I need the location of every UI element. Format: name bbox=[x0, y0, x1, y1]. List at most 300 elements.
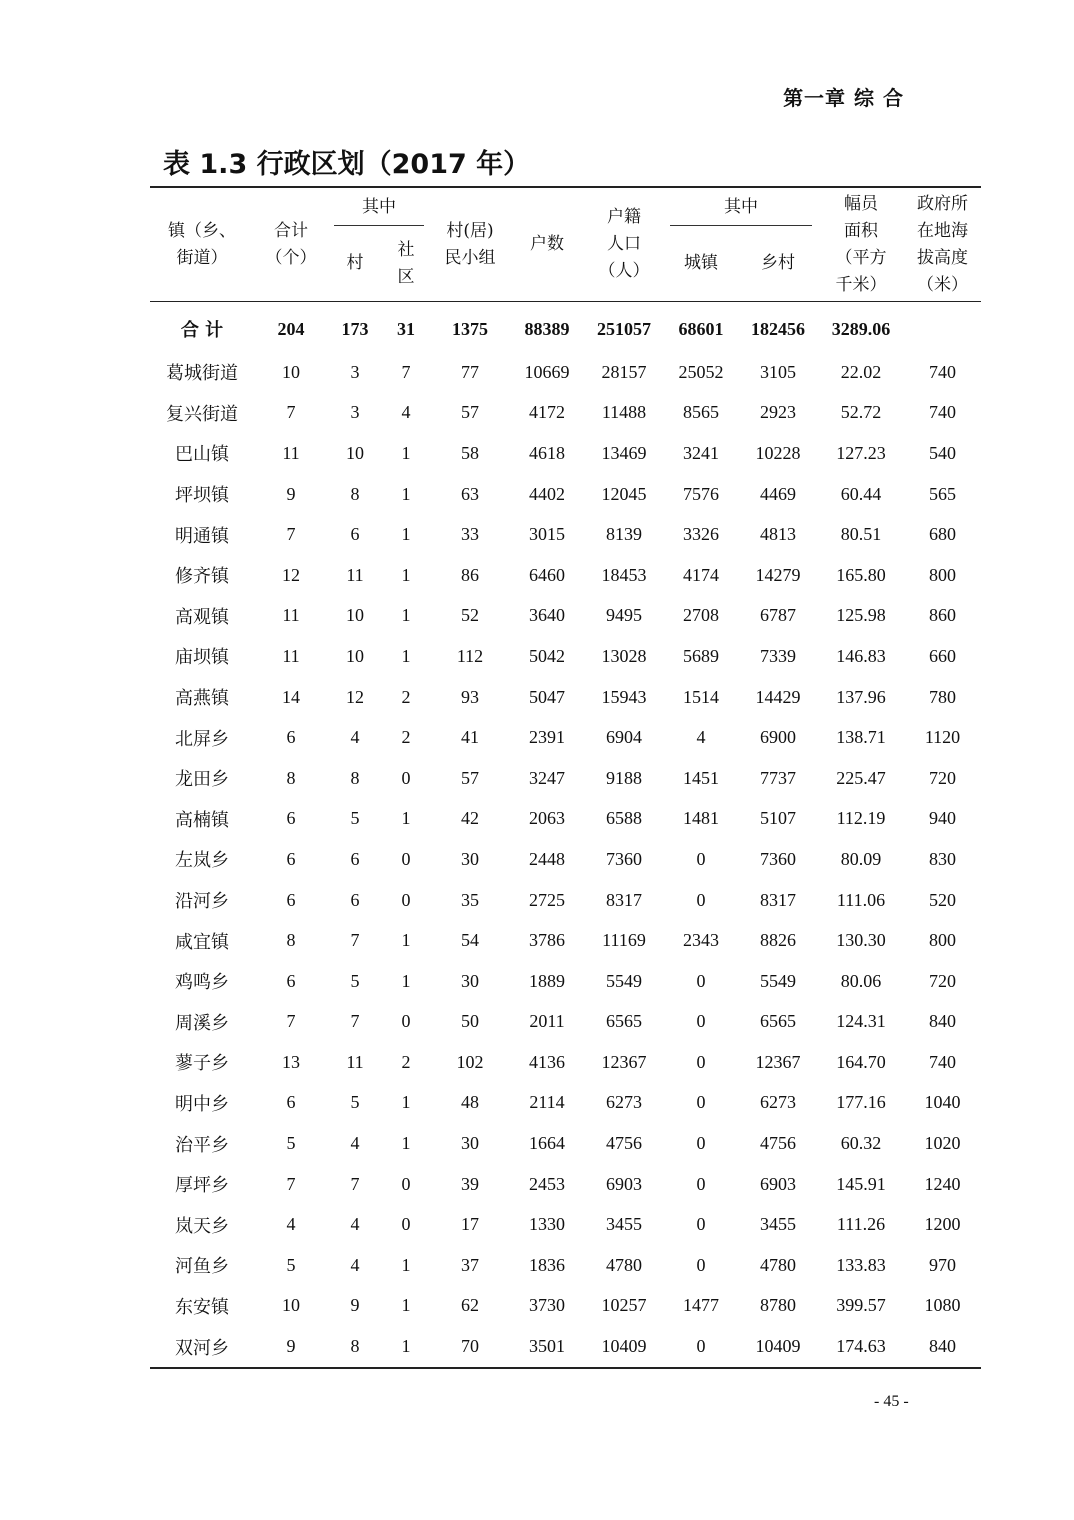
table-cell: 9 bbox=[350, 1295, 360, 1316]
table-cell: 10409 bbox=[584, 1326, 664, 1368]
table-cell: 1040 bbox=[924, 1092, 961, 1113]
table-cell: 720 bbox=[929, 970, 956, 991]
town-name-cell: 咸宜镇 bbox=[175, 931, 229, 953]
table-row bbox=[150, 636, 981, 677]
table-body bbox=[150, 302, 981, 1368]
table-cell: 2923 bbox=[760, 402, 796, 423]
table-cell: 146.83 bbox=[836, 645, 886, 666]
table-cell: 11 bbox=[282, 605, 300, 626]
town-name-cell: 鸡鸣乡 bbox=[175, 972, 229, 994]
table-cell: 4469 bbox=[760, 483, 796, 504]
table-cell: 138.71 bbox=[836, 727, 886, 748]
table-cell: 0 bbox=[696, 889, 706, 910]
header-village: 村 bbox=[328, 226, 382, 302]
table-cell: 57 bbox=[461, 402, 479, 423]
table-cell: 58 bbox=[461, 442, 479, 463]
total-cell: 204 bbox=[277, 318, 305, 339]
header-population-line: 人口 bbox=[607, 234, 641, 254]
table-cell: 7360 bbox=[760, 848, 796, 869]
table-cell: 2725 bbox=[529, 889, 565, 910]
table-cell: 25052 bbox=[678, 361, 724, 382]
table-cell: 0 bbox=[696, 1173, 706, 1194]
table-cell: 13 bbox=[282, 1051, 300, 1072]
header-area bbox=[818, 187, 904, 302]
table-cell: 7576 bbox=[683, 483, 719, 504]
table-cell: 3501 bbox=[510, 1326, 584, 1368]
table-cell: 5689 bbox=[683, 645, 719, 666]
table-row bbox=[150, 1002, 981, 1043]
table-cell: 6273 bbox=[760, 1092, 796, 1113]
table-cell: 111.26 bbox=[836, 1214, 886, 1235]
table-cell: 112.19 bbox=[836, 808, 886, 829]
table-cell: 86 bbox=[461, 564, 479, 585]
table-cell: 8 bbox=[286, 930, 296, 951]
table-cell: 8 bbox=[350, 483, 360, 504]
table-cell: 6 bbox=[286, 889, 296, 910]
table-cell: 1 bbox=[401, 605, 411, 626]
table-cell: 7 bbox=[350, 930, 360, 951]
table-cell: 8 bbox=[328, 1326, 382, 1368]
table-row bbox=[150, 1326, 981, 1368]
table-cell: 8826 bbox=[760, 930, 796, 951]
table-cell: 127.23 bbox=[836, 442, 886, 463]
table-cell: 3730 bbox=[529, 1295, 565, 1316]
table-cell: 7 bbox=[350, 1011, 360, 1032]
table-cell: 1330 bbox=[529, 1214, 565, 1235]
town-name-cell: 修齐镇 bbox=[175, 566, 229, 588]
table-cell: 124.31 bbox=[836, 1011, 886, 1032]
table-cell: 30 bbox=[461, 970, 479, 991]
table-cell: 177.16 bbox=[836, 1092, 886, 1113]
table-cell: 3455 bbox=[760, 1214, 796, 1235]
table-cell: 0 bbox=[401, 1214, 411, 1235]
table-cell: 6903 bbox=[760, 1173, 796, 1194]
table-cell: 8317 bbox=[606, 889, 642, 910]
table-cell: 112 bbox=[456, 645, 484, 666]
table-cell: 15943 bbox=[601, 686, 647, 707]
table-row bbox=[150, 393, 981, 434]
header-area-line: 面积 bbox=[844, 220, 878, 241]
table-cell: 12367 bbox=[601, 1051, 647, 1072]
table-cell: 48 bbox=[461, 1092, 479, 1113]
table-cell: 3455 bbox=[606, 1214, 642, 1235]
table-cell: 4 bbox=[696, 727, 706, 748]
town-name-cell: 复兴街道 bbox=[166, 403, 238, 425]
table-cell: 1889 bbox=[529, 970, 565, 991]
table-cell: 3105 bbox=[760, 361, 796, 382]
total-cell: 251057 bbox=[597, 318, 651, 339]
total-cell: 173 bbox=[341, 318, 369, 339]
table-cell: 3015 bbox=[529, 524, 565, 545]
table-cell: 6565 bbox=[760, 1011, 796, 1032]
town-name-cell: 巴山镇 bbox=[175, 444, 229, 466]
table-cell: 2391 bbox=[529, 727, 565, 748]
table-cell: 1120 bbox=[924, 727, 961, 748]
table-cell: 4618 bbox=[529, 442, 565, 463]
table-cell: 13028 bbox=[601, 645, 647, 666]
table-cell: 130.30 bbox=[836, 930, 886, 951]
table-cell: 5549 bbox=[606, 970, 642, 991]
table-cell: 14 bbox=[282, 686, 300, 707]
table-cell: 7 bbox=[286, 402, 296, 423]
town-name-cell: 东安镇 bbox=[175, 1296, 229, 1318]
header-altitude-line: 在地海 bbox=[917, 220, 968, 241]
table-cell: 840 bbox=[929, 1011, 956, 1032]
table-cell: 0 bbox=[696, 1254, 706, 1275]
table-cell: 10 bbox=[282, 1295, 300, 1316]
table-cell: 4813 bbox=[760, 524, 796, 545]
table-cell: 3 bbox=[350, 402, 360, 423]
table-cell: 7339 bbox=[760, 645, 796, 666]
table-cell: 9495 bbox=[606, 605, 642, 626]
table-cell: 0 bbox=[401, 767, 411, 788]
table-cell: 2 bbox=[401, 727, 411, 748]
town-name-cell: 龙田乡 bbox=[175, 769, 229, 791]
table-cell: 5 bbox=[286, 1133, 296, 1154]
total-cell: 1375 bbox=[452, 318, 488, 339]
table-cell: 1200 bbox=[924, 1214, 961, 1235]
table-cell: 6 bbox=[286, 1092, 296, 1113]
town-name-cell: 高楠镇 bbox=[175, 809, 229, 831]
table-cell: 13469 bbox=[601, 442, 647, 463]
table-cell: 28157 bbox=[601, 361, 647, 382]
header-community-line: 区 bbox=[397, 266, 415, 287]
page-number: - 45 - bbox=[874, 1393, 909, 1410]
table-cell: 80.06 bbox=[840, 970, 882, 991]
table-cell: 860 bbox=[929, 605, 956, 626]
table-cell: 1240 bbox=[924, 1173, 961, 1194]
table-cell: 1 bbox=[401, 645, 411, 666]
table-cell: 1514 bbox=[683, 686, 719, 707]
table-cell: 6904 bbox=[606, 727, 642, 748]
table-cell: 6588 bbox=[606, 808, 642, 829]
table-cell: 41 bbox=[461, 727, 479, 748]
table-cell: 145.91 bbox=[836, 1173, 886, 1194]
table-cell: 1 bbox=[401, 1133, 411, 1154]
table-cell: 7737 bbox=[760, 767, 796, 788]
table-cell: 6903 bbox=[606, 1173, 642, 1194]
table-row bbox=[150, 758, 981, 799]
total-cell: 68601 bbox=[678, 318, 724, 339]
table-row bbox=[150, 1204, 981, 1245]
header-population-line: （人） bbox=[598, 261, 650, 281]
table-cell: 60.32 bbox=[840, 1133, 882, 1154]
chapter-heading: 第一章 综 合 bbox=[783, 86, 904, 110]
table-cell: 0 bbox=[696, 1011, 706, 1032]
table-cell: 17 bbox=[461, 1214, 479, 1235]
table-cell: 60.44 bbox=[840, 483, 882, 504]
table-cell: 3241 bbox=[683, 442, 719, 463]
header-area-line: 千米） bbox=[835, 274, 887, 295]
table-cell: 1836 bbox=[529, 1254, 565, 1275]
table-row bbox=[150, 1286, 981, 1327]
table-cell: 2114 bbox=[529, 1092, 565, 1113]
table-cell: 4756 bbox=[606, 1133, 642, 1154]
table-cell: 680 bbox=[929, 524, 956, 545]
table-cell: 30 bbox=[461, 1133, 479, 1154]
table-cell: 4172 bbox=[529, 402, 565, 423]
table-cell: 3640 bbox=[529, 605, 565, 626]
table-cell: 10228 bbox=[755, 442, 801, 463]
table-cell: 5 bbox=[350, 808, 360, 829]
table-cell: 6460 bbox=[529, 564, 565, 585]
header-of-which-1: 其中 bbox=[328, 187, 430, 226]
table-cell: 1 bbox=[401, 1254, 411, 1275]
table-cell: 6900 bbox=[760, 727, 796, 748]
table-cell: 5042 bbox=[529, 645, 565, 666]
table-cell: 940 bbox=[929, 808, 956, 829]
table-title: 表 1.3 行政区划（2017 年） bbox=[163, 149, 531, 180]
table-cell: 12045 bbox=[601, 483, 647, 504]
table-cell: 2011 bbox=[529, 1011, 565, 1032]
town-name-cell: 治平乡 bbox=[175, 1134, 229, 1156]
table-cell: 0 bbox=[401, 1011, 411, 1032]
town-name-cell: 高观镇 bbox=[175, 606, 229, 628]
table-cell: 740 bbox=[929, 361, 956, 382]
table-cell: 1 bbox=[401, 808, 411, 829]
table-row bbox=[150, 717, 981, 758]
table-cell: 0 bbox=[696, 1092, 706, 1113]
table-cell: 125.98 bbox=[836, 605, 886, 626]
table-cell: 5107 bbox=[760, 808, 796, 829]
header-area-line: 幅员 bbox=[844, 193, 878, 214]
table-cell: 42 bbox=[461, 808, 479, 829]
table-cell: 4402 bbox=[529, 483, 565, 504]
header-altitude bbox=[904, 187, 981, 302]
table-cell: 70 bbox=[430, 1326, 510, 1368]
table-cell: 10 bbox=[346, 442, 364, 463]
table-cell: 102 bbox=[456, 1051, 484, 1072]
table-cell: 7 bbox=[401, 361, 411, 382]
table-cell: 7360 bbox=[606, 848, 642, 869]
total-cell: 31 bbox=[397, 318, 415, 339]
table-cell: 1451 bbox=[683, 767, 719, 788]
header-area-line: （平方 bbox=[835, 247, 887, 268]
table-cell: 6 bbox=[350, 848, 360, 869]
town-name-cell: 明中乡 bbox=[175, 1093, 229, 1115]
table-row bbox=[150, 1164, 981, 1205]
table-cell: 30 bbox=[461, 848, 479, 869]
total-row bbox=[150, 302, 981, 353]
header-population-line: 户籍 bbox=[607, 207, 641, 227]
table-cell: 9188 bbox=[606, 767, 642, 788]
total-cell: 88389 bbox=[524, 318, 570, 339]
table-cell: 3786 bbox=[529, 930, 565, 951]
header-community bbox=[382, 226, 430, 302]
table-row bbox=[150, 880, 981, 921]
total-cell: 3289.06 bbox=[831, 318, 891, 339]
table-cell: 0 bbox=[696, 1051, 706, 1072]
table-cell: 2 bbox=[401, 1051, 411, 1072]
table-cell: 4 bbox=[350, 1214, 360, 1235]
town-name-cell: 河鱼乡 bbox=[175, 1256, 229, 1278]
table-cell: 2453 bbox=[529, 1173, 565, 1194]
table-cell: 8 bbox=[350, 767, 360, 788]
table-cell: 1 bbox=[401, 483, 411, 504]
table-cell: 39 bbox=[461, 1173, 479, 1194]
table-cell: 52 bbox=[461, 605, 479, 626]
table-cell: 35 bbox=[461, 889, 479, 910]
table-row bbox=[150, 1123, 981, 1164]
table-cell: 77 bbox=[461, 361, 479, 382]
table-cell: 0 bbox=[696, 970, 706, 991]
table-cell: 18453 bbox=[601, 564, 647, 585]
table-cell: 5549 bbox=[760, 970, 796, 991]
total-cell bbox=[904, 302, 981, 353]
table-cell: 7 bbox=[350, 1173, 360, 1194]
table-cell: 4780 bbox=[760, 1254, 796, 1275]
town-name-cell: 左岚乡 bbox=[175, 850, 229, 872]
table-cell: 660 bbox=[929, 645, 956, 666]
table-row bbox=[150, 920, 981, 961]
table-cell: 12367 bbox=[755, 1051, 801, 1072]
header-households: 户数 bbox=[510, 187, 584, 302]
table-cell: 93 bbox=[461, 686, 479, 707]
table-cell: 1 bbox=[401, 930, 411, 951]
table-cell: 830 bbox=[929, 848, 956, 869]
table-cell: 11 bbox=[346, 564, 364, 585]
table-cell: 3326 bbox=[683, 524, 719, 545]
header-rural: 乡村 bbox=[738, 226, 818, 302]
table-cell: 11 bbox=[346, 1051, 364, 1072]
table-cell: 1 bbox=[401, 564, 411, 585]
table-cell: 52.72 bbox=[840, 402, 882, 423]
table-cell: 10 bbox=[346, 605, 364, 626]
table-cell: 33 bbox=[461, 524, 479, 545]
town-name-cell: 沿河乡 bbox=[175, 891, 229, 913]
table-row bbox=[150, 1083, 981, 1124]
table-cell: 2343 bbox=[683, 930, 719, 951]
table-cell: 740 bbox=[929, 1051, 956, 1072]
town-name-cell: 葛城街道 bbox=[166, 363, 238, 385]
table-cell: 8317 bbox=[760, 889, 796, 910]
table-cell: 2708 bbox=[683, 605, 719, 626]
table-cell: 22.02 bbox=[840, 361, 882, 382]
table-cell: 2063 bbox=[529, 808, 565, 829]
table-row bbox=[150, 1245, 981, 1286]
town-name-cell: 蓼子乡 bbox=[175, 1053, 229, 1075]
table-cell: 520 bbox=[929, 889, 956, 910]
table-cell: 970 bbox=[929, 1254, 956, 1275]
header-town bbox=[150, 187, 254, 302]
header-population bbox=[584, 187, 664, 302]
table-cell: 133.83 bbox=[836, 1254, 886, 1275]
header-total-line: （个） bbox=[265, 247, 317, 268]
header-urban: 城镇 bbox=[664, 226, 738, 302]
table-cell: 0 bbox=[401, 889, 411, 910]
table-row bbox=[150, 1042, 981, 1083]
table-cell: 164.70 bbox=[836, 1051, 886, 1072]
header-altitude-line: 政府所 bbox=[917, 193, 968, 214]
table-cell: 6 bbox=[350, 524, 360, 545]
table-cell: 1 bbox=[382, 1326, 430, 1368]
table-cell: 6565 bbox=[606, 1011, 642, 1032]
table-cell: 62 bbox=[461, 1295, 479, 1316]
town-name-cell: 周溪乡 bbox=[175, 1012, 229, 1034]
table-cell: 0 bbox=[696, 1214, 706, 1235]
table-cell: 12 bbox=[282, 564, 300, 585]
table-cell: 3 bbox=[350, 361, 360, 382]
header-groups-line: 民小组 bbox=[444, 247, 496, 268]
table-cell: 5 bbox=[350, 970, 360, 991]
table-row bbox=[150, 596, 981, 637]
header-of-which-2: 其中 bbox=[664, 187, 818, 226]
town-name-cell: 双河乡 bbox=[150, 1326, 254, 1368]
table-cell: 840 bbox=[904, 1326, 981, 1368]
table-cell: 14429 bbox=[755, 686, 801, 707]
table-cell: 780 bbox=[929, 686, 956, 707]
header-town-line: 镇（乡、 bbox=[168, 220, 236, 241]
table-cell: 37 bbox=[461, 1254, 479, 1275]
table-cell: 1 bbox=[401, 442, 411, 463]
table-cell: 2448 bbox=[529, 848, 565, 869]
table-cell: 800 bbox=[929, 930, 956, 951]
header-groups bbox=[430, 187, 510, 302]
table-cell: 57 bbox=[461, 767, 479, 788]
header-community-line: 社 bbox=[397, 239, 415, 260]
table-cell: 1020 bbox=[924, 1133, 961, 1154]
table-cell: 11 bbox=[282, 442, 300, 463]
table-cell: 7 bbox=[286, 1011, 296, 1032]
header-total-line: 合计 bbox=[274, 220, 308, 241]
table-cell: 6 bbox=[286, 727, 296, 748]
table-cell: 1 bbox=[401, 1092, 411, 1113]
table-cell: 399.57 bbox=[836, 1295, 886, 1316]
total-label: 合 计 bbox=[180, 320, 224, 341]
table-row bbox=[150, 474, 981, 515]
header-altitude-line: （米） bbox=[917, 274, 968, 295]
table-cell: 50 bbox=[461, 1011, 479, 1032]
table-cell: 740 bbox=[929, 402, 956, 423]
table-cell: 4 bbox=[350, 1254, 360, 1275]
table-cell: 4 bbox=[286, 1214, 296, 1235]
table-cell: 6 bbox=[286, 808, 296, 829]
table-cell: 4 bbox=[401, 402, 411, 423]
table-row bbox=[150, 352, 981, 393]
table-cell: 6 bbox=[286, 848, 296, 869]
table-row bbox=[150, 514, 981, 555]
table-cell: 4756 bbox=[760, 1133, 796, 1154]
table-cell: 1481 bbox=[683, 808, 719, 829]
table-cell: 8780 bbox=[760, 1295, 796, 1316]
table-cell: 6 bbox=[286, 970, 296, 991]
table-cell: 5047 bbox=[529, 686, 565, 707]
table-cell: 8565 bbox=[683, 402, 719, 423]
table-header bbox=[150, 187, 981, 302]
table-cell: 1 bbox=[401, 524, 411, 545]
table-cell: 2 bbox=[401, 686, 411, 707]
town-name-cell: 明通镇 bbox=[175, 525, 229, 547]
header-town-line: 街道） bbox=[176, 247, 228, 268]
table-cell: 9 bbox=[286, 483, 296, 504]
table-cell: 5 bbox=[350, 1092, 360, 1113]
town-name-cell: 厚坪乡 bbox=[175, 1175, 229, 1197]
table-cell: 800 bbox=[929, 564, 956, 585]
table-cell: 0 bbox=[696, 1133, 706, 1154]
table-cell: 10257 bbox=[601, 1295, 647, 1316]
table-cell: 10669 bbox=[524, 361, 570, 382]
header-groups-line: 村(居) bbox=[446, 220, 494, 241]
table-cell: 1 bbox=[401, 970, 411, 991]
header-altitude-line: 拔高度 bbox=[917, 247, 968, 268]
table-cell: 12 bbox=[346, 686, 364, 707]
town-name-cell: 坪坝镇 bbox=[175, 485, 229, 507]
table-cell: 111.06 bbox=[836, 889, 886, 910]
table-cell: 80.09 bbox=[840, 848, 882, 869]
town-name-cell: 庙坝镇 bbox=[175, 647, 229, 669]
header-total bbox=[254, 187, 328, 302]
table-cell: 10409 bbox=[738, 1326, 818, 1368]
